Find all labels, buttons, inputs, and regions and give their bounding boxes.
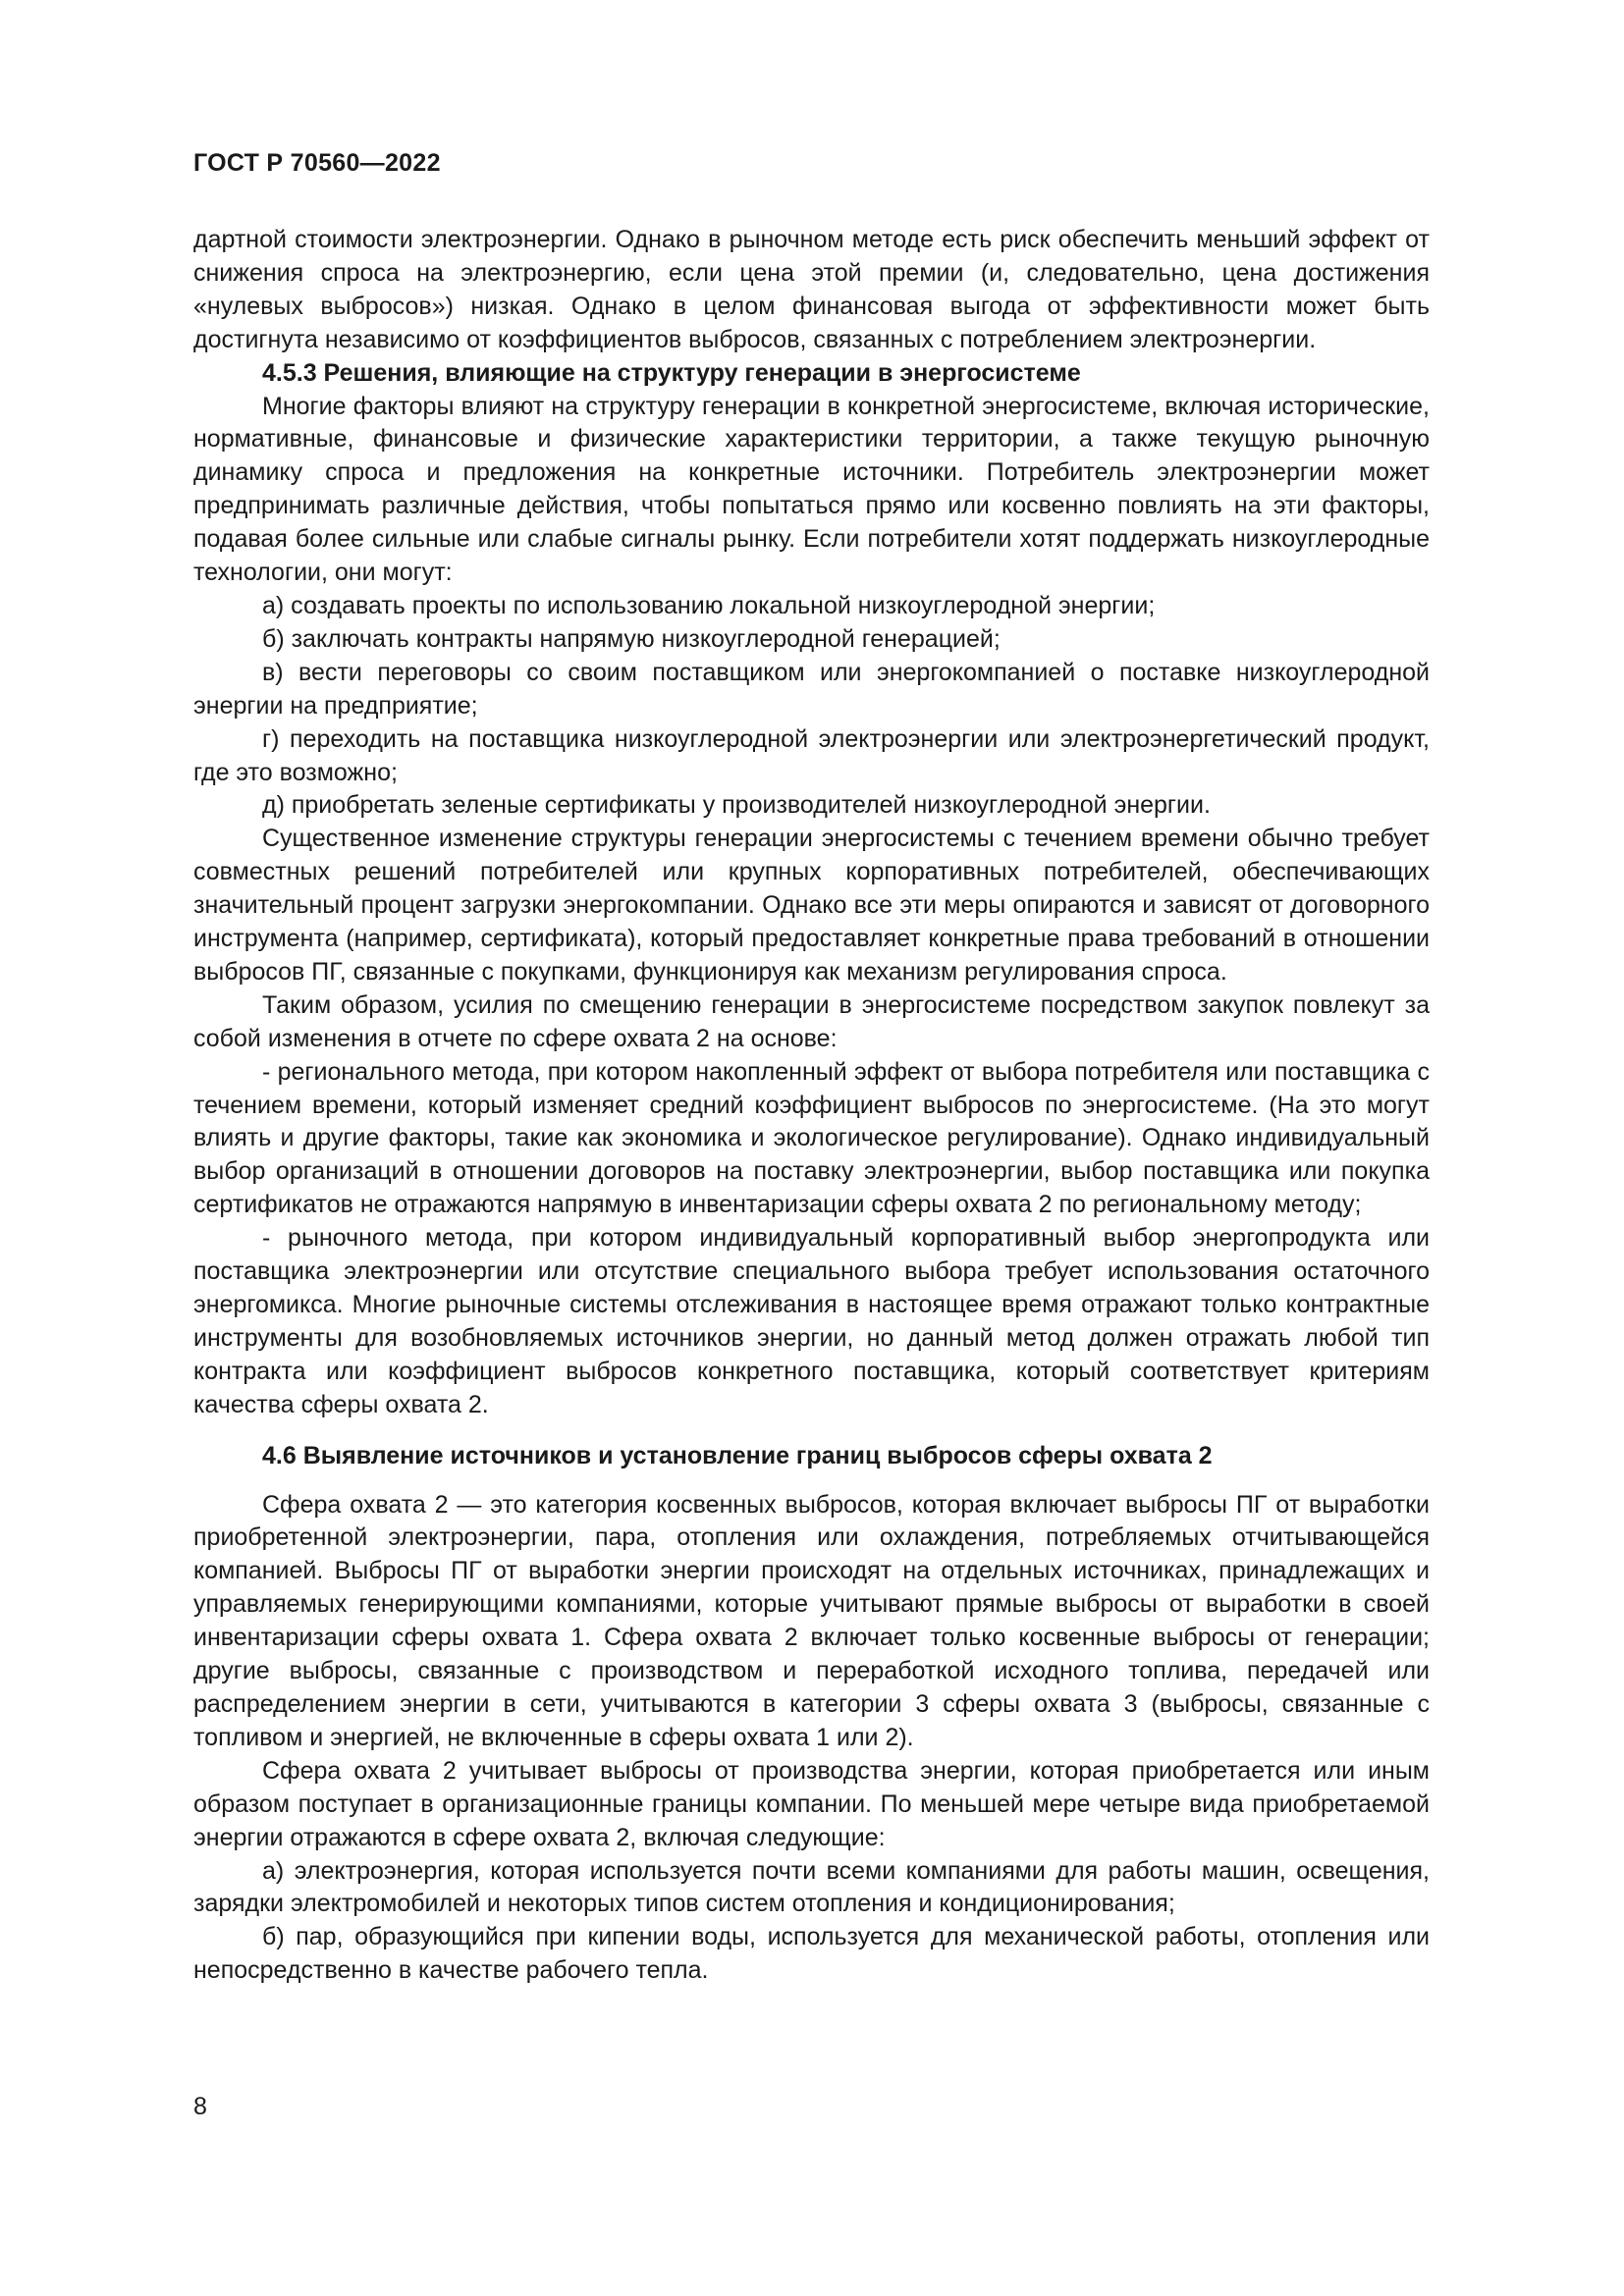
list-item: д) приобретать зеленые сертификаты у производителей низкоуглеродной энергии. [262,791,1211,820]
section-heading: 4.6 Выявление источников и установление границ выбросов сферы охвата 2 [262,1441,1213,1469]
document-header: ГОСТ Р 70560—2022 [193,149,441,177]
list-item: - рыночного метода, при котором индивидуальный корпоративный выбор энергопродукта или поставщика электроэнергии или отсутствие специального выбора требует использования остаточного энергомикса. Многие рыночные системы отслеживания в настоящее время отражают только контрактные инструменты для возобновляемых источников энергии, но данный метод должен отражать любой тип контракта или коэффициент выбросов конкретного поставщика, который соответствует критериям качества сферы охвата 2. [193,1224,1430,1418]
list-item: б) заключать контракты напрямую низкоуглеродной генерацией; [262,624,1001,653]
list-item: в) вести переговоры со своим поставщиком или энергокомпанией о поставке низкоуглеродной энергии на предприятие; [193,658,1430,720]
paragraph: Сфера охвата 2 учитывает выбросы от производства энергии, которая приобретается или иным образом поступает в организационные границы компании. По меньшей мере четыре вида приобретаемой энергии отражаются в сфере охвата 2, включая следующие: [193,1756,1430,1851]
list-item: - регионального метода, при котором накопленный эффект от выбора потребителя или поставщика с течением времени, который изменяет средний коэффициент выбросов по энергосистеме. (На это могут влиять и другие факторы, такие как экономика и экологическое регулирование). Однако индивидуальный выбор организаций в отношении договоров на поставку электроэнергии, выбор поставщика или покупка сертификатов не отражаются напрямую в инвентаризации сферы охвата 2 по региональному методу; [193,1057,1430,1219]
list-item: б) пар, образующийся при кипении воды, используется для механической работы, отопления или непосредственно в качестве рабочего тепла. [193,1923,1430,1985]
paragraph: Сфера охвата 2 — это категория косвенных выбросов, которая включает выбросы ПГ от выработки приобретенной электроэнергии, пара, отопления или охлаждения, потребляемых отчитывающейся компанией. Выбросы ПГ от выработки энергии происходят на отдельных источниках, принадлежащих и управляемых генерирующими компаниями, которые учитывают прямые выбросы от выработки в своей инвентаризации сферы охвата 1. Сфера охвата 2 включает только косвенные выбросы от генерации; другие выбросы, связанные с производством и переработкой исходного топлива, передачей или распределением энергии в сети, учитываются в категории 3 сферы охвата 3 (выбросы, связанные с топливом и энергией, не включенные в сферы охвата 1 или 2). [193,1490,1430,1751]
paragraph: Таким образом, усилия по смещению генерации в энергосистеме посредством закупок повлекут за собой изменения в отчете по сфере охвата 2 на основе: [193,990,1430,1052]
list-item: а) электроэнергия, которая используется почти всеми компаниями для работы машин, освещения, зарядки электромобилей и некоторых типов систем отопления и кондиционирования; [193,1856,1430,1918]
list-item: а) создавать проекты по использованию локальной низкоуглеродной энергии; [262,591,1156,619]
document-body [193,224,1430,1988]
subsection-heading: 4.5.3 Решения, влияющие на структуру генерации в энергосистеме [262,358,1081,387]
paragraph: дартной стоимости электроэнергии. Однако в рыночном методе есть риск обеспечить меньший эффект от снижения спроса на электроэнергию, если цена этой премии (и, следовательно, цена достижения «нулевых выбросов») низкая. Однако в целом финансовая выгода от эффективности может быть достигнута независимо от коэффициентов выбросов, связанных с потреблением электроэнергии. [193,226,1430,353]
list-item: г) переходить на поставщика низкоуглеродной электроэнергии или электроэнергетический продукт, где это возможно; [193,724,1430,786]
paragraph: Существенное изменение структуры генерации энергосистемы с течением времени обычно требует совместных решений потребителей или крупных корпоративных потребителей, обеспечивающих значительный процент загрузки энергокомпании. Однако все эти меры опираются и зависят от договорного инструмента (например, сертификата), который предоставляет конкретные права требований в отношении выбросов ПГ, связанные с покупками, функционируя как механизм регулирования спроса. [193,825,1430,986]
page-number: 8 [193,2093,207,2120]
paragraph: Многие факторы влияют на структуру генерации в конкретной энергосистеме, включая исторические, нормативные, финансовые и физические характеристики территории, а также текущую рыночную динамику спроса и предложения на конкретные источники. Потребитель электроэнергии может предпринимать различные действия, чтобы попытаться прямо или косвенно повлиять на эти факторы, подавая более сильные или слабые сигналы рынку. Если потребители хотят поддержать низкоуглеродные технологии, они могут: [193,392,1430,587]
